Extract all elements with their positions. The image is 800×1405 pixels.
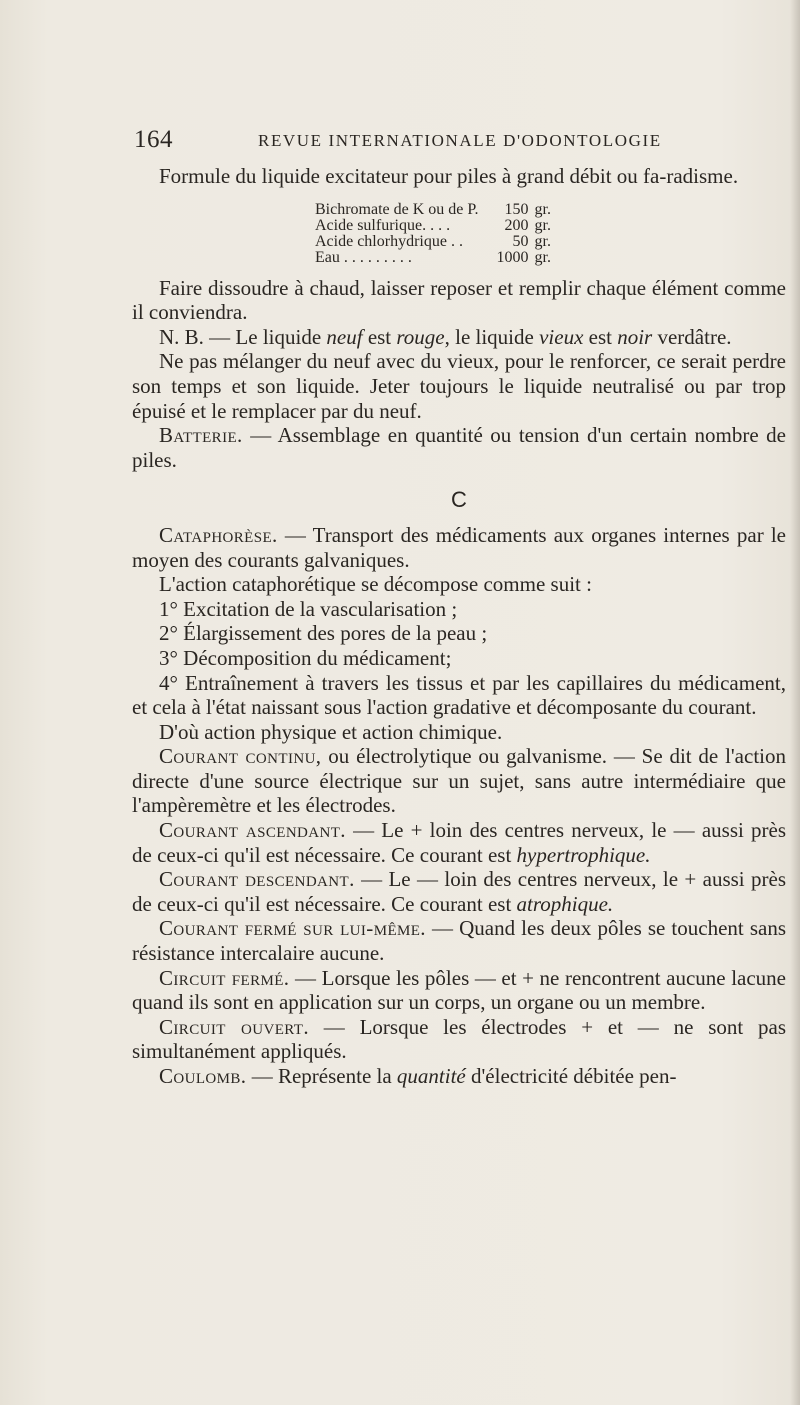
formula-row xyxy=(315,250,551,266)
def-circuit-ferme: — Lorsque les pôles — et + ne rencontrent aucune lacune quand ils sont en application sur un corps, un organe ou un membre. xyxy=(132,965,786,1015)
entry-courant-ferme-sur-lui-meme xyxy=(132,916,786,965)
formula-row xyxy=(315,218,551,234)
italic-quantite: quantité xyxy=(396,1064,466,1088)
page-header xyxy=(134,126,774,154)
formula-unit: gr. xyxy=(534,248,551,266)
def-circuit-ouvert: — Lorsque les électrodes + et — ne sont pas simultanément appliqués. xyxy=(132,1014,786,1064)
entry-batterie xyxy=(132,423,786,472)
body-text xyxy=(132,164,786,1089)
entry-courant-ascendant xyxy=(132,818,786,867)
nb-mid2: , le liquide xyxy=(444,324,540,349)
nb-lead: N. B. — Le liquide xyxy=(159,324,327,349)
def-courant-descendant: — Le — loin des centres nerveux, le + aussi près de ceux-ci qu'il est nécessaire. Ce courant est xyxy=(132,867,786,916)
nb-mid1: est xyxy=(362,324,397,349)
formula-ingredient: Acide sulfurique. . . . xyxy=(315,216,451,234)
section-heading: C xyxy=(451,487,467,513)
formula-table xyxy=(315,202,551,266)
step-item: 4° Entraînement à travers les tissus et par les capillaires du médicament, et cela à l'état naissant sous l'action gradative et décomposante du courant. xyxy=(132,670,786,720)
page-edge-shadow xyxy=(790,0,800,1405)
nb-rouge: rouge xyxy=(396,324,445,349)
term-circuit-ferme: Circuit fermé. xyxy=(159,965,290,990)
def-batterie: — Assemblage en quantité ou tension d'un certain nombre de piles. xyxy=(132,423,786,472)
step-item: 3° Décomposition du médicament; xyxy=(159,645,452,670)
paragraph-melanger: Ne pas mélanger du neuf avec du vieux, pour le renforcer, ce serait perdre son temps et son liquide. Jeter toujours le liquide neutralisé ou par trop épuisé et le remplacer par du neuf. xyxy=(132,349,786,423)
formula-unit: gr. xyxy=(534,232,551,250)
def-coulomb: — Représente la xyxy=(246,1064,397,1088)
paragraph-dou: D'où action physique et action chimique. xyxy=(159,719,503,744)
entry-courant-continu xyxy=(132,744,786,818)
formula-row xyxy=(315,234,551,250)
entry-circuit-ouvert xyxy=(132,1015,786,1064)
formula-ingredient: Bichromate de K ou de P. xyxy=(315,200,479,218)
nb-neuf: neuf xyxy=(326,324,363,349)
formula-ingredient: Acide chlorhydrique . . xyxy=(315,232,463,250)
term-courant-continu: Courant continu, xyxy=(159,744,322,769)
def-courant-ascendant: — Le + loin des centres nerveux, le — aussi près de ceux-ci qu'il est nécessaire. Ce courant est xyxy=(132,818,786,867)
formula-quantity: 200 xyxy=(504,216,529,234)
nb-tail: verdâtre. xyxy=(652,324,732,349)
formula-row xyxy=(315,202,551,218)
action-intro: L'action cataphorétique se décompose comme suit : xyxy=(159,572,592,597)
formula-quantity: 50 xyxy=(512,232,529,250)
entry-coulomb xyxy=(132,1064,786,1089)
nb-vieux: vieux xyxy=(539,324,584,349)
italic-atrophique: atrophique. xyxy=(516,891,614,916)
term-coulomb: Coulomb. xyxy=(159,1064,247,1088)
term-courant-ascendant: Courant ascendant. xyxy=(159,818,346,843)
formula-intro: Formule du liquide excitateur pour piles à grand débit ou fa-radisme. xyxy=(159,164,739,188)
paragraph-dissoudre: Faire dissoudre à chaud, laisser reposer et remplir chaque élément comme il conviendra. xyxy=(132,275,786,325)
term-courant-descendant: Courant descendant. xyxy=(159,867,355,892)
formula-unit: gr. xyxy=(534,216,551,234)
italic-hypertrophique: hypertrophique. xyxy=(516,842,651,867)
coulomb-tail: d'électricité débitée pen- xyxy=(465,1064,677,1088)
term-circuit-ouvert: Circuit ouvert. xyxy=(159,1014,309,1039)
step-item: 1° Excitation de la vascularisation ; xyxy=(159,596,458,621)
formula-unit: gr. xyxy=(534,200,551,218)
step-item: 2° Élargissement des pores de la peau ; xyxy=(159,621,488,646)
def-courant-continu: ou électrolytique ou galvanisme. — Se dit de l'action directe d'une source électrique sur un sujet, sans autre intermédiaire que l'ampèremètre et les électrodes. xyxy=(132,744,786,818)
nb-mid3: est xyxy=(583,324,618,349)
running-title: REVUE INTERNATIONALE D'ODONTOLOGIE xyxy=(258,131,662,150)
def-courant-ferme: — Quand les deux pôles se touchent sans résistance intercalaire aucune. xyxy=(132,916,786,966)
paragraph-nb xyxy=(132,325,786,350)
term-cataphorese: Cataphorèse. xyxy=(159,522,278,547)
def-cataphorese: — Transport des médicaments aux organes internes par le moyen des courants galvaniques. xyxy=(132,522,786,572)
formula-quantity: 1000 xyxy=(496,248,529,266)
entry-courant-descendant xyxy=(132,867,786,916)
formula-quantity: 150 xyxy=(504,200,529,218)
entry-circuit-ferme xyxy=(132,966,786,1015)
entry-cataphorese xyxy=(132,523,786,572)
term-courant-ferme: Courant fermé sur lui-même. xyxy=(159,916,426,941)
formula-ingredient: Eau . . . . . . . . . xyxy=(315,248,412,266)
nb-noir: noir xyxy=(617,324,653,349)
term-batterie: Batterie. xyxy=(159,423,243,448)
page-number: 164 xyxy=(134,126,173,153)
